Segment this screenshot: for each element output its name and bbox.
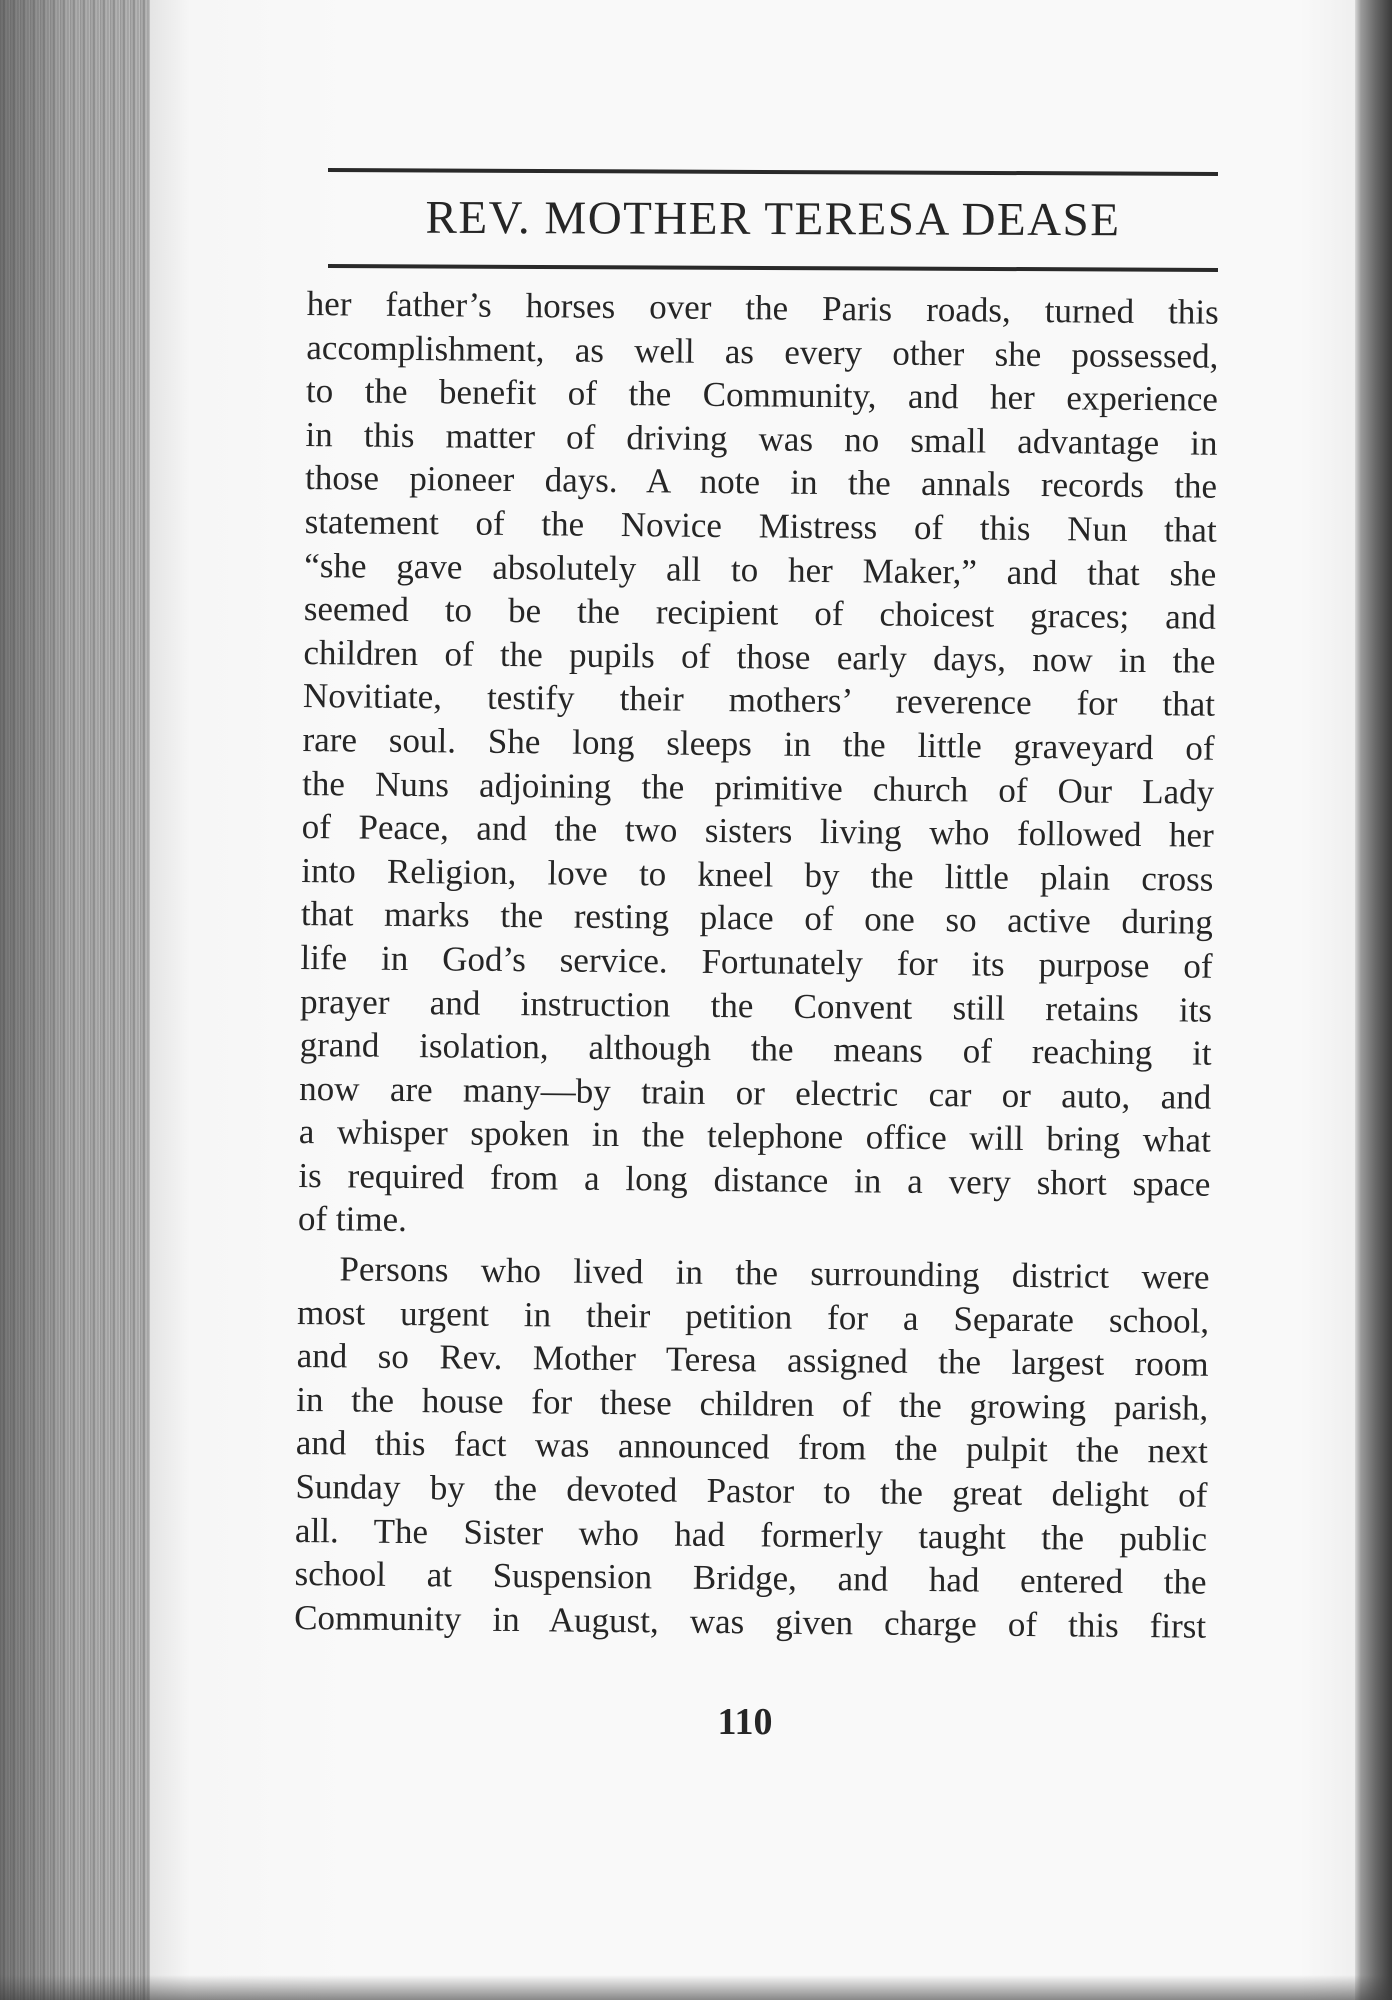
text-line: in the house for these children of the growing parish, [296,1379,1209,1428]
text-line: a whisper spoken in the telephone office will bring what [298,1112,1211,1160]
text-line: into Religion, love to kneel by the little plain cross [301,850,1214,899]
text-line: school at Suspension Bridge, and had entered the [294,1554,1207,1602]
text-line: rare soul. She long sleeps in the little graveyard of [302,719,1215,768]
text-line: of Peace, and the two sisters living who followed her [301,807,1214,855]
text-line: of time. [297,1199,408,1240]
body-text [294,282,1219,1648]
running-head: REV. MOTHER TERESA DEASE [425,191,1121,247]
text-line: is required from a long distance in a very short space [298,1155,1211,1204]
text-line: grand isolation, although the means of reaching it [299,1025,1212,1073]
text-line: life in God’s service. Fortunately for its purpose of [300,937,1213,986]
text-line: statement of the Novice Mistress of this Nun that [304,501,1217,550]
book-page-edges [0,0,175,2000]
text-line: children of the pupils of those early days, now in the [303,632,1216,681]
text-line: seemed to be the recipient of choicest graces; and [303,589,1217,637]
text-line: those pioneer days. A note in the annals records the [304,458,1218,507]
text-line: the Nuns adjoining the primitive church of Our Lady [302,763,1215,812]
text-line: Community in August, was given charge of this first [293,1597,1207,1646]
text-line: Novitiate, testify their mothers’ reverence for that [302,676,1216,725]
text-line: her father’s horses over the Paris roads, turned this [306,283,1219,332]
book-right-edge [1355,0,1392,2000]
text-line: Persons who lived in the surrounding district were [339,1249,1210,1297]
text-line: now are many—by train or electric car or auto, and [299,1068,1212,1117]
text-line: accomplishment, as well as every other she possessed, [306,327,1219,376]
paragraph-2 [294,1247,1210,1648]
text-line: and so Rev. Mother Teresa assigned the largest room [296,1336,1209,1384]
paragraph-1 [298,282,1219,1250]
text-line: all. The Sister who had formerly taught the public [294,1510,1208,1559]
text-line: in this matter of driving was no small advantage in [305,414,1218,463]
bottom-shadow [0,1975,1392,2000]
text-line: to the benefit of the Community, and her experience [305,371,1219,419]
text-line: and this fact was announced from the pulpit the next [295,1423,1209,1472]
text-line: that marks the resting place of one so active during [300,894,1214,943]
page-number: 110 [717,1701,773,1743]
text-line: prayer and instruction the Convent still retains its [299,981,1213,1030]
text-line: Sunday by the devoted Pastor to the great delight of [295,1466,1208,1515]
text-line: “she gave absolutely all to her Maker,” and that she [304,545,1217,594]
text-line: most urgent in their petition for a Separate school, [296,1292,1210,1341]
